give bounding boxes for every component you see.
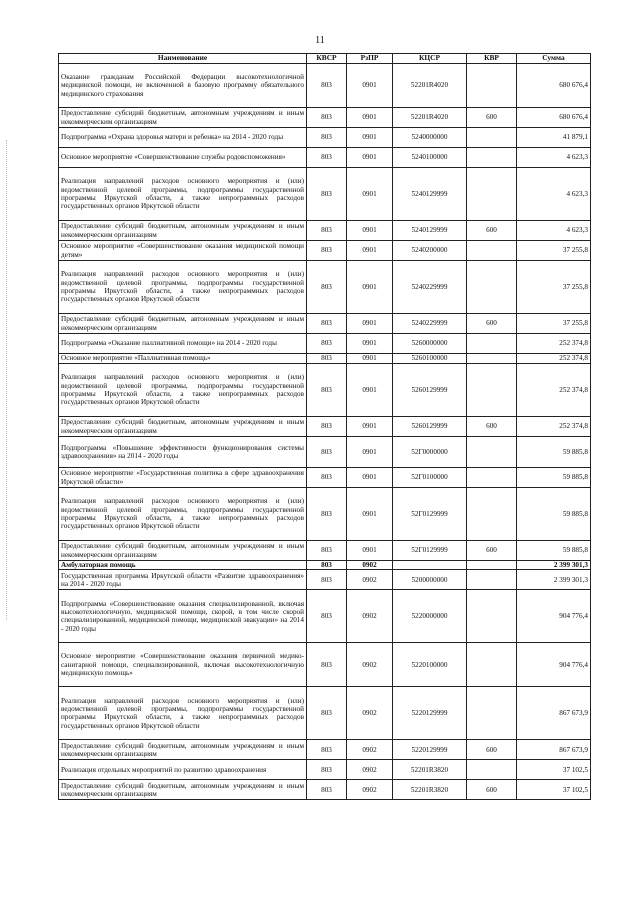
cell-kcsr: 5240229999 <box>393 261 467 314</box>
cell-sum: 4 623,3 <box>517 148 591 168</box>
cell-kvr: 600 <box>467 314 517 334</box>
cell-kcsr: 5200000000 <box>393 570 467 590</box>
cell-name: Основное мероприятие «Совершенствование оказания медицинской помощи детям» <box>59 241 307 261</box>
cell-kcsr: 52201R4020 <box>393 108 467 128</box>
cell-rzpr: 0901 <box>347 541 393 561</box>
cell-kcsr: 5240129999 <box>393 168 467 221</box>
cell-name: Реализация направлений расходов основного мероприятия и (или) ведомственной целевой программы, подпрограммы государственной программы Иркутской области, а также непрограммных расходов государственных органов Иркутской области <box>59 687 307 740</box>
cell-sum: 252 374,8 <box>517 417 591 437</box>
cell-kcsr: 5240229999 <box>393 314 467 334</box>
header-kvr: КВР <box>467 54 517 64</box>
cell-rzpr: 0901 <box>347 488 393 541</box>
table-row <box>59 354 591 364</box>
cell-kcsr: 52201R3820 <box>393 780 467 800</box>
cell-name: Подпрограмма «Оказание паллиативной помощи» на 2014 - 2020 годы <box>59 334 307 354</box>
cell-name: Реализация направлений расходов основного мероприятия и (или) ведомственной целевой программы, подпрограммы государственной программы Иркутской области, а также непрограммных расходов государственных органов Иркутской области <box>59 261 307 314</box>
cell-kcsr: 5260100000 <box>393 354 467 364</box>
cell-rzpr: 0901 <box>347 417 393 437</box>
table-row <box>59 437 591 468</box>
cell-rzpr: 0902 <box>347 570 393 590</box>
cell-kcsr: 52Г0100000 <box>393 468 467 488</box>
cell-rzpr: 0902 <box>347 561 393 570</box>
cell-kvr: 600 <box>467 541 517 561</box>
scan-margin-line <box>6 140 7 620</box>
cell-kcsr: 52201R3820 <box>393 760 467 780</box>
cell-name: Предоставление субсидий бюджетным, автономным учреждениям и иным некоммерческим организациям <box>59 541 307 561</box>
cell-kcsr: 52Г0000000 <box>393 437 467 468</box>
header-sum: Сумма <box>517 54 591 64</box>
cell-rzpr: 0902 <box>347 590 393 643</box>
table-body <box>59 64 591 800</box>
cell-rzpr: 0902 <box>347 760 393 780</box>
table-row <box>59 687 591 740</box>
cell-sum: 37 255,8 <box>517 261 591 314</box>
cell-kvr <box>467 760 517 780</box>
cell-name: Реализация направлений расходов основного мероприятия и (или) ведомственной целевой программы, подпрограммы государственной программы Иркутской области, а также непрограммных расходов государственных органов Иркутской области <box>59 168 307 221</box>
cell-kvsr: 803 <box>307 740 347 760</box>
table-row <box>59 643 591 687</box>
cell-kcsr: 5260129999 <box>393 417 467 437</box>
cell-kvr <box>467 468 517 488</box>
cell-rzpr: 0901 <box>347 334 393 354</box>
cell-name: Основное мероприятие «Совершенствование службы родовспоможения» <box>59 148 307 168</box>
cell-name: Реализация направлений расходов основного мероприятия и (или) ведомственной целевой программы, подпрограммы государственной программы Иркутской области, а также непрограммных расходов государственных органов Иркутской области <box>59 488 307 541</box>
cell-kvsr: 803 <box>307 168 347 221</box>
cell-kvsr: 803 <box>307 241 347 261</box>
cell-kvr <box>467 241 517 261</box>
cell-sum: 37 102,5 <box>517 760 591 780</box>
table-row <box>59 780 591 800</box>
cell-kcsr <box>393 561 467 570</box>
table-row <box>59 488 591 541</box>
cell-name: Предоставление субсидий бюджетным, автономным учреждениям и иным некоммерческим организациям <box>59 780 307 800</box>
cell-sum: 2 399 301,3 <box>517 570 591 590</box>
cell-kcsr: 5260000000 <box>393 334 467 354</box>
cell-sum: 59 885,8 <box>517 468 591 488</box>
cell-name: Реализация направлений расходов основного мероприятия и (или) ведомственной целевой программы, подпрограммы государственной программы Иркутской области, а также непрограммных расходов государственных органов Иркутской области <box>59 364 307 417</box>
cell-rzpr: 0901 <box>347 468 393 488</box>
cell-rzpr: 0901 <box>347 108 393 128</box>
cell-sum: 37 255,8 <box>517 314 591 334</box>
cell-sum: 59 885,8 <box>517 437 591 468</box>
cell-sum: 904 776,4 <box>517 590 591 643</box>
cell-kvsr: 803 <box>307 468 347 488</box>
table-row <box>59 221 591 241</box>
cell-kcsr: 5240000000 <box>393 128 467 148</box>
cell-name: Амбулаторная помощь <box>59 561 307 570</box>
cell-kvr <box>467 128 517 148</box>
cell-sum: 867 673,9 <box>517 687 591 740</box>
cell-kvsr: 803 <box>307 590 347 643</box>
cell-kvsr: 803 <box>307 417 347 437</box>
cell-kcsr: 5220100000 <box>393 643 467 687</box>
table-row <box>59 148 591 168</box>
cell-kvsr: 803 <box>307 561 347 570</box>
cell-kvr <box>467 354 517 364</box>
cell-rzpr: 0901 <box>347 261 393 314</box>
cell-kvsr: 803 <box>307 334 347 354</box>
table-row <box>59 468 591 488</box>
cell-sum: 59 885,8 <box>517 541 591 561</box>
cell-kvsr: 803 <box>307 261 347 314</box>
cell-kvsr: 803 <box>307 437 347 468</box>
table-row <box>59 590 591 643</box>
cell-kvsr: 803 <box>307 221 347 241</box>
cell-sum: 252 374,8 <box>517 364 591 417</box>
cell-name: Предоставление субсидий бюджетным, автономным учреждениям и иным некоммерческим организациям <box>59 108 307 128</box>
cell-kvsr: 803 <box>307 488 347 541</box>
cell-rzpr: 0901 <box>347 364 393 417</box>
cell-name: Предоставление субсидий бюджетным, автономным учреждениям и иным некоммерческим организациям <box>59 314 307 334</box>
cell-kvr <box>467 437 517 468</box>
cell-sum: 680 676,4 <box>517 108 591 128</box>
table-row <box>59 334 591 354</box>
cell-rzpr: 0901 <box>347 241 393 261</box>
cell-kvr: 600 <box>467 221 517 241</box>
cell-name: Предоставление субсидий бюджетным, автономным учреждениям и иным некоммерческим организациям <box>59 417 307 437</box>
table-row <box>59 760 591 780</box>
table-row <box>59 128 591 148</box>
cell-rzpr: 0902 <box>347 740 393 760</box>
cell-kvr <box>467 364 517 417</box>
table-row <box>59 314 591 334</box>
cell-rzpr: 0901 <box>347 64 393 108</box>
cell-kvr <box>467 334 517 354</box>
cell-rzpr: 0901 <box>347 128 393 148</box>
cell-kcsr: 5240200000 <box>393 241 467 261</box>
cell-kcsr: 5220129999 <box>393 740 467 760</box>
cell-kcsr: 5220000000 <box>393 590 467 643</box>
cell-rzpr: 0901 <box>347 314 393 334</box>
cell-kcsr: 52Г0129999 <box>393 488 467 541</box>
cell-name: Оказание гражданам Российской Федерации высокотехнологичной медицинской помощи, не включенной в базовую программу обязательного медицинского страхования <box>59 64 307 108</box>
cell-kvr <box>467 148 517 168</box>
cell-rzpr: 0901 <box>347 354 393 364</box>
cell-rzpr: 0902 <box>347 780 393 800</box>
table-row <box>59 561 591 570</box>
cell-kvr <box>467 64 517 108</box>
cell-name: Основное мероприятие «Совершенствование оказания первичной медико-санитарной помощи, специализированной, включая высокотехнологичную медицинскую помощь» <box>59 643 307 687</box>
cell-sum: 4 623,3 <box>517 221 591 241</box>
page-number: 11 <box>315 35 325 46</box>
cell-kvr: 600 <box>467 780 517 800</box>
cell-name: Подпрограмма «Совершенствование оказания специализированной, включая высокотехнологичную, медицинской помощи, скорой, в том числе скорой специализированной, медицинской помощи, медицинской эвакуации» на 2014 - 2020 годы <box>59 590 307 643</box>
table-row <box>59 417 591 437</box>
cell-sum: 680 676,4 <box>517 64 591 108</box>
cell-kvsr: 803 <box>307 314 347 334</box>
cell-kvsr: 803 <box>307 780 347 800</box>
cell-sum: 37 255,8 <box>517 241 591 261</box>
cell-kvsr: 803 <box>307 687 347 740</box>
cell-kvsr: 803 <box>307 64 347 108</box>
table-row <box>59 541 591 561</box>
cell-sum: 2 399 301,3 <box>517 561 591 570</box>
cell-name: Реализация отдельных мероприятий по развитию здравоохранения <box>59 760 307 780</box>
cell-sum: 37 102,5 <box>517 780 591 800</box>
cell-sum: 904 776,4 <box>517 643 591 687</box>
cell-kvsr: 803 <box>307 541 347 561</box>
cell-kcsr: 52201R4020 <box>393 64 467 108</box>
cell-kvr <box>467 488 517 541</box>
cell-kvr <box>467 590 517 643</box>
cell-name: Подпрограмма «Охрана здоровья матери и ребенка» на 2014 - 2020 годы <box>59 128 307 148</box>
cell-kvsr: 803 <box>307 148 347 168</box>
cell-kvr <box>467 261 517 314</box>
cell-kvr <box>467 168 517 221</box>
cell-kvr <box>467 561 517 570</box>
cell-kvr: 600 <box>467 417 517 437</box>
table-row <box>59 168 591 221</box>
cell-name: Основное мероприятие «Паллиативная помощь» <box>59 354 307 364</box>
header-kvsr: КВСР <box>307 54 347 64</box>
cell-kcsr: 5240129999 <box>393 221 467 241</box>
cell-rzpr: 0901 <box>347 437 393 468</box>
cell-kcsr: 5220129999 <box>393 687 467 740</box>
header-rzpr: РзПР <box>347 54 393 64</box>
cell-name: Предоставление субсидий бюджетным, автономным учреждениям и иным некоммерческим организациям <box>59 221 307 241</box>
cell-rzpr: 0901 <box>347 221 393 241</box>
table-row <box>59 241 591 261</box>
cell-kvsr: 803 <box>307 128 347 148</box>
cell-sum: 252 374,8 <box>517 354 591 364</box>
cell-rzpr: 0901 <box>347 148 393 168</box>
cell-kvsr: 803 <box>307 570 347 590</box>
cell-sum: 4 623,3 <box>517 168 591 221</box>
cell-kvsr: 803 <box>307 760 347 780</box>
header-name: Наименование <box>59 54 307 64</box>
cell-kvsr: 803 <box>307 643 347 687</box>
cell-rzpr: 0902 <box>347 643 393 687</box>
cell-kcsr: 5240100000 <box>393 148 467 168</box>
table-row <box>59 108 591 128</box>
cell-kvr <box>467 687 517 740</box>
budget-table <box>58 53 591 800</box>
table-row <box>59 261 591 314</box>
table-header-row <box>59 54 591 64</box>
cell-sum: 252 374,8 <box>517 334 591 354</box>
cell-kcsr: 52Г0129999 <box>393 541 467 561</box>
cell-kcsr: 5260129999 <box>393 364 467 417</box>
cell-kvr: 600 <box>467 740 517 760</box>
cell-rzpr: 0902 <box>347 687 393 740</box>
cell-kvsr: 803 <box>307 364 347 417</box>
table-row <box>59 64 591 108</box>
cell-kvsr: 803 <box>307 108 347 128</box>
table-row <box>59 364 591 417</box>
cell-name: Подпрограмма «Повышение эффективности функционирования системы здравоохранения» на 2014 - 2020 годы <box>59 437 307 468</box>
cell-rzpr: 0901 <box>347 168 393 221</box>
cell-kvr <box>467 570 517 590</box>
cell-kvr <box>467 643 517 687</box>
cell-name: Государственная программа Иркутской области «Развитие здравоохранения» на 2014 - 2020 годы <box>59 570 307 590</box>
cell-name: Предоставление субсидий бюджетным, автономным учреждениям и иным некоммерческим организациям <box>59 740 307 760</box>
header-kcsr: КЦСР <box>393 54 467 64</box>
cell-kvr: 600 <box>467 108 517 128</box>
cell-sum: 867 673,9 <box>517 740 591 760</box>
cell-name: Основное мероприятие «Государственная политика в сфере здравоохранения Иркутской области» <box>59 468 307 488</box>
cell-sum: 41 879,1 <box>517 128 591 148</box>
table-row <box>59 570 591 590</box>
table-row <box>59 740 591 760</box>
cell-sum: 59 885,8 <box>517 488 591 541</box>
cell-kvsr: 803 <box>307 354 347 364</box>
